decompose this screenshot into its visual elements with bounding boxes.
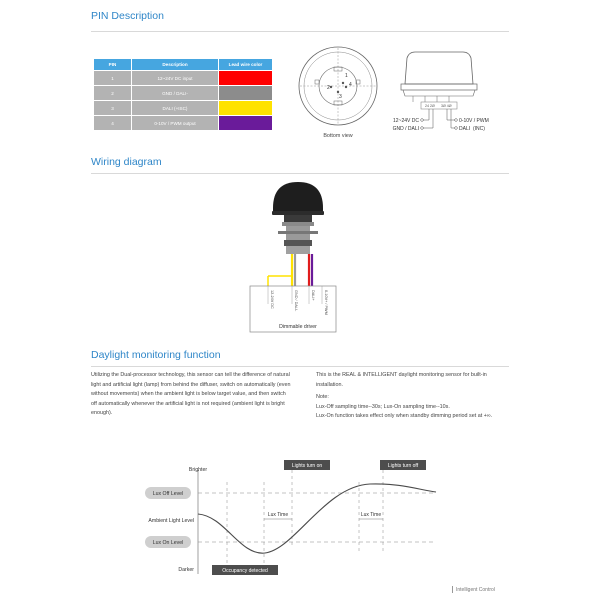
section-divider — [91, 31, 509, 32]
driver-label: Dimmable driver — [279, 324, 317, 330]
note-title: Note: — [316, 394, 329, 401]
pin-description: 0-10V / PWM output — [132, 116, 219, 131]
table-row — [94, 116, 273, 131]
footer-text: Intelligent Control — [456, 586, 495, 593]
pin-number: 2 — [94, 86, 132, 101]
pin-description-title: PIN Description — [91, 10, 164, 22]
wiring-diagram — [240, 178, 360, 338]
section-divider — [91, 173, 509, 174]
wire-label: 0-10V+ / PWM — [324, 290, 328, 315]
brighter-label: Brighter — [188, 467, 208, 473]
table-row — [94, 86, 273, 101]
bottom-view-caption: Bottom view — [323, 133, 353, 139]
wire-color-swatch — [219, 116, 272, 130]
lights-off-tag: Lights turn off — [387, 463, 419, 469]
pin-table — [93, 58, 273, 131]
wire-color-swatch — [219, 71, 272, 85]
ambient-light-label: Ambient Light Level — [148, 518, 194, 524]
lux-time-label: Lux Time — [267, 512, 289, 518]
pin-description: DALI (+ISC) — [132, 101, 219, 116]
lux-off-level-label: Lux Off Level — [152, 491, 184, 497]
label-pwm-output: 0-10V / PWM — [459, 118, 489, 124]
wiring-diagram-title: Wiring diagram — [91, 156, 162, 168]
table-row — [94, 101, 273, 116]
wire-color-cell — [219, 101, 273, 116]
pin-label-4: 4 — [349, 82, 352, 88]
occupancy-tag: Occupancy detected — [222, 568, 268, 574]
lux-time-label: Lux Time — [360, 512, 382, 518]
darker-label: Darker — [178, 567, 194, 573]
pin-number: 1 — [94, 71, 132, 86]
pin-table-header — [94, 59, 273, 71]
label-dali: DALI — [459, 126, 471, 132]
wire-color-cell — [219, 116, 273, 131]
lux-on-level-label: Lux On Level — [152, 540, 184, 546]
pin-label-1: 1 — [345, 73, 348, 79]
daylight-description: Utilizing the Dual-processor technology, this sensor can tell the difference of natural light and artificial light (lamp) from behind the diffuser, switch on automatically (even without movements) when the ambient light is below target value, and then switch off automatically whenever the artificial light is not required (ambient light is bright enough). — [91, 372, 291, 417]
terminal-label-right: 3Ø 4Ø — [441, 104, 452, 108]
footer-divider — [452, 586, 453, 593]
header-pin: PIN — [94, 59, 132, 71]
note-line: Lux-On function takes effect only when standby dimming period set at +∞. — [316, 413, 493, 420]
wire-color-cell — [219, 71, 273, 86]
lux-level-graph — [130, 456, 440, 580]
wire-label: DALI+ — [311, 290, 315, 301]
pin-number: 3 — [94, 101, 132, 116]
side-view-diagram — [385, 44, 505, 144]
page-footer — [452, 586, 495, 593]
daylight-monitoring-title: Daylight monitoring function — [91, 349, 221, 361]
label-dc-input: 12~24V DC — [393, 118, 419, 124]
header-description: Description — [132, 59, 219, 71]
daylight-notes — [316, 371, 512, 422]
table-row — [94, 71, 273, 86]
pin-description: 12~24V DC input — [132, 71, 219, 86]
note-line: Lux-Off sampling time--30s; Lux-On sampling time--10s. — [316, 403, 450, 410]
section-divider — [91, 366, 509, 367]
wire-label: GND / DALI- — [294, 290, 298, 312]
bottom-view-diagram — [290, 44, 390, 144]
wire-color-swatch — [219, 86, 272, 100]
pin-description: GND / DALI- — [132, 86, 219, 101]
wire-label: 12-24V DC — [270, 290, 274, 309]
header-lead-wire-color: Lead wire color — [219, 59, 273, 71]
label-gnd-dali: GND / DALI — [392, 126, 419, 132]
wire-color-swatch — [219, 101, 272, 115]
daylight-intro: This is the REAL & INTELLIGENT daylight monitoring sensor for built-in installation. — [316, 372, 487, 388]
pin-label-3: 3 — [339, 94, 342, 100]
wire-color-cell — [219, 86, 273, 101]
lights-on-tag: Lights turn on — [291, 463, 323, 469]
pin-number: 4 — [94, 116, 132, 131]
label-inc: (INC) — [473, 126, 485, 132]
terminal-label-left: 24 2Ø — [425, 104, 435, 108]
pin-label-2: 2 — [327, 85, 330, 91]
